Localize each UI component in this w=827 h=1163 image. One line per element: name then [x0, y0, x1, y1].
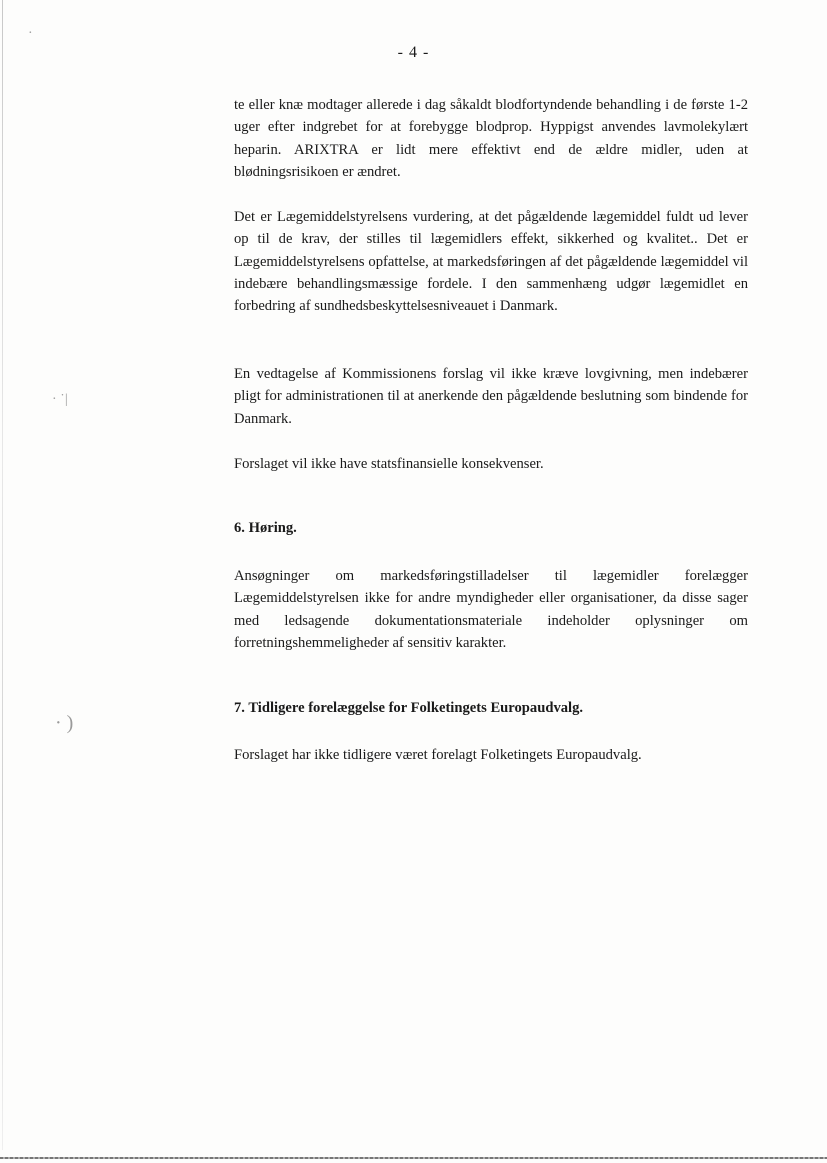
paragraph-assessment: Det er Lægemiddelstyrelsens vurdering, at det pågældende lægemiddel fuldt ud lever op til de krav, der stilles til lægemidlers effekt, sikkerhed og kvalitet.. Det er Lægemiddelstyrelsens opfattelse, at markedsføringen af det pågældende lægemiddel vil indebære behandlingsmæssige fordele. I den sammenhæng udgør lægemidlet en forbedring af sundhedsbeskyttelsesniveauet i Danmark.: [234, 209, 748, 315]
section-heading-hearing: 6. Høring.: [234, 520, 297, 536]
scan-edge-bottom: [0, 1157, 827, 1159]
paragraph-hearing: Ansøgninger om markedsføringstilladelser til lægemidler forelægger Lægemiddelstyrelsen ikke for andre myndigheder eller organisationer, da disse sager med ledsagende dokumentationsmateriale indeholder oplysninger om forretningshemmeligheder af sensitiv karakter.: [234, 568, 748, 651]
paragraph-legislation: En vedtagelse af Kommissionens forslag vil ikke kræve lovgivning, men indebærer pligt for administrationen til at anerkende den pågældende beslutning som bindende for Danmark.: [234, 366, 748, 427]
scan-speck: ·: [28, 26, 33, 41]
scan-speck: · ): [55, 712, 74, 734]
page-number: - 4 -: [397, 44, 430, 61]
paragraph-finance: Forslaget vil ikke have statsfinansielle konsekvenser.: [234, 456, 544, 472]
scan-speck: · ˙|: [52, 392, 68, 407]
section-heading-previous-presentation: 7. Tidligere forelæggelse for Folketingets Europaudvalg.: [234, 700, 584, 716]
paragraph-treatment: te eller knæ modtager allerede i dag såkaldt blodfortyndende behandling i de første 1-2 uger efter indgrebet for at forebygge blodprop. Hyppigst anvendes lavmolekylært heparin. ARIXTRA er lidt mere effektivt end de ældre midler, uden at blødningsrisikoen er ændret.: [234, 97, 748, 180]
paragraph-previous-presentation: Forslaget har ikke tidligere været forelagt Folketingets Europaudvalg.: [234, 747, 642, 763]
scan-edge-left: [2, 0, 3, 1150]
